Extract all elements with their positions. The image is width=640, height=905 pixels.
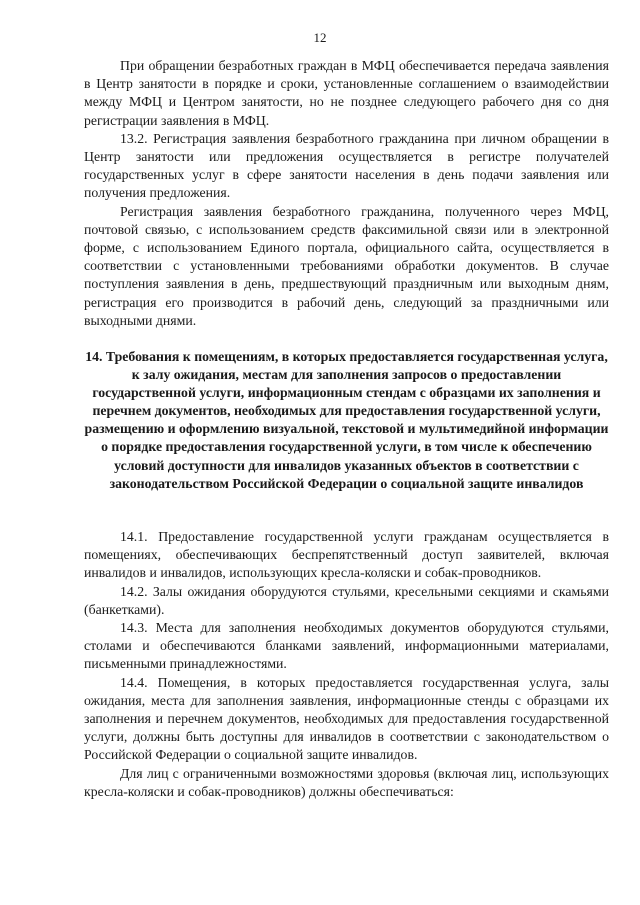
page-number: 12 — [313, 30, 327, 45]
paragraph-group-premises — [84, 528, 609, 801]
paragraph-14-3: 14.3. Места для заполнения необходимых документов оборудуются стульями, столами и обеспечиваются бланками заявлений, информационными материалами, письменными принадлежностями. — [84, 620, 609, 672]
section-heading-14: 14. Требования к помещениям, в которых предоставляется государственная услуга, к залу ожидания, местам для заполнения запросов о предоставлении государственной услуги, информационным стендам с образцами их заполнения и перечнем документов, необходимых для предоставления государственной услуги, размещению и оформлению визуальной, текстовой и мультимедийной информации о порядке предоставления государственной услуги, в том числе к обеспечению условий доступности для инвалидов указанных объектов в соответствии с законодательством Российской Федерации о социальной защите инвалидов — [84, 349, 609, 491]
paragraph-mfc-transfer: При обращении безработных граждан в МФЦ обеспечивается передача заявления в Центр занятости в порядке и сроки, установленные соглашением о взаимодействии между МФЦ и Центром занятости, но не позднее следующего рабочего дня со дня регистрации заявления в МФЦ. — [84, 58, 609, 128]
paragraph-13-2: 13.2. Регистрация заявления безработного гражданина при личном обращении в Центр занятости или предложения осуществляется в регистре получателей государственных услуг в сфере занятости населения в день подачи заявления или получения предложения. — [84, 130, 609, 201]
paragraph-registration-remote: Регистрация заявления безработного гражданина, полученного через МФЦ, почтовой связью, с использованием средств факсимильной связи или в электронной форме, с использованием Единого портала, официального сайта, осуществляется в соответствии с установленными требованиями обработки документов. В случае поступления заявления в день, предшествующий праздничным или выходным дням, регистрация его производится в рабочий день, следующий за праздничными или выходными днями. — [84, 203, 609, 328]
paragraph-accessibility-intro: Для лиц с ограниченными возможностями здоровья (включая лиц, использующих кресла-коляски и собак-проводников) должны обеспечиваться: — [84, 765, 609, 799]
paragraph-14-1: 14.1. Предоставление государственной услуги гражданам осуществляется в помещениях, обеспечивающих беспрепятственный доступ заявителей, включая инвалидов и инвалидов, использующих кресла-коляски и собак-проводников. — [84, 529, 609, 581]
paragraph-14-4: 14.4. Помещения, в которых предоставляется государственная услуга, залы ожидания, места для заполнения заявления, информационные стенды с образцами их заполнения и перечнем документов, необходимых для предоставления государственной услуги, должны быть доступны для инвалидов в соответствии с законодательством о Российской Федерации о социальной защите инвалидов. — [84, 674, 609, 763]
paragraph-group-registration — [84, 57, 609, 330]
paragraph-14-2: 14.2. Залы ожидания оборудуются стульями, кресельными секциями и скамьями (банкетками). — [84, 583, 609, 617]
